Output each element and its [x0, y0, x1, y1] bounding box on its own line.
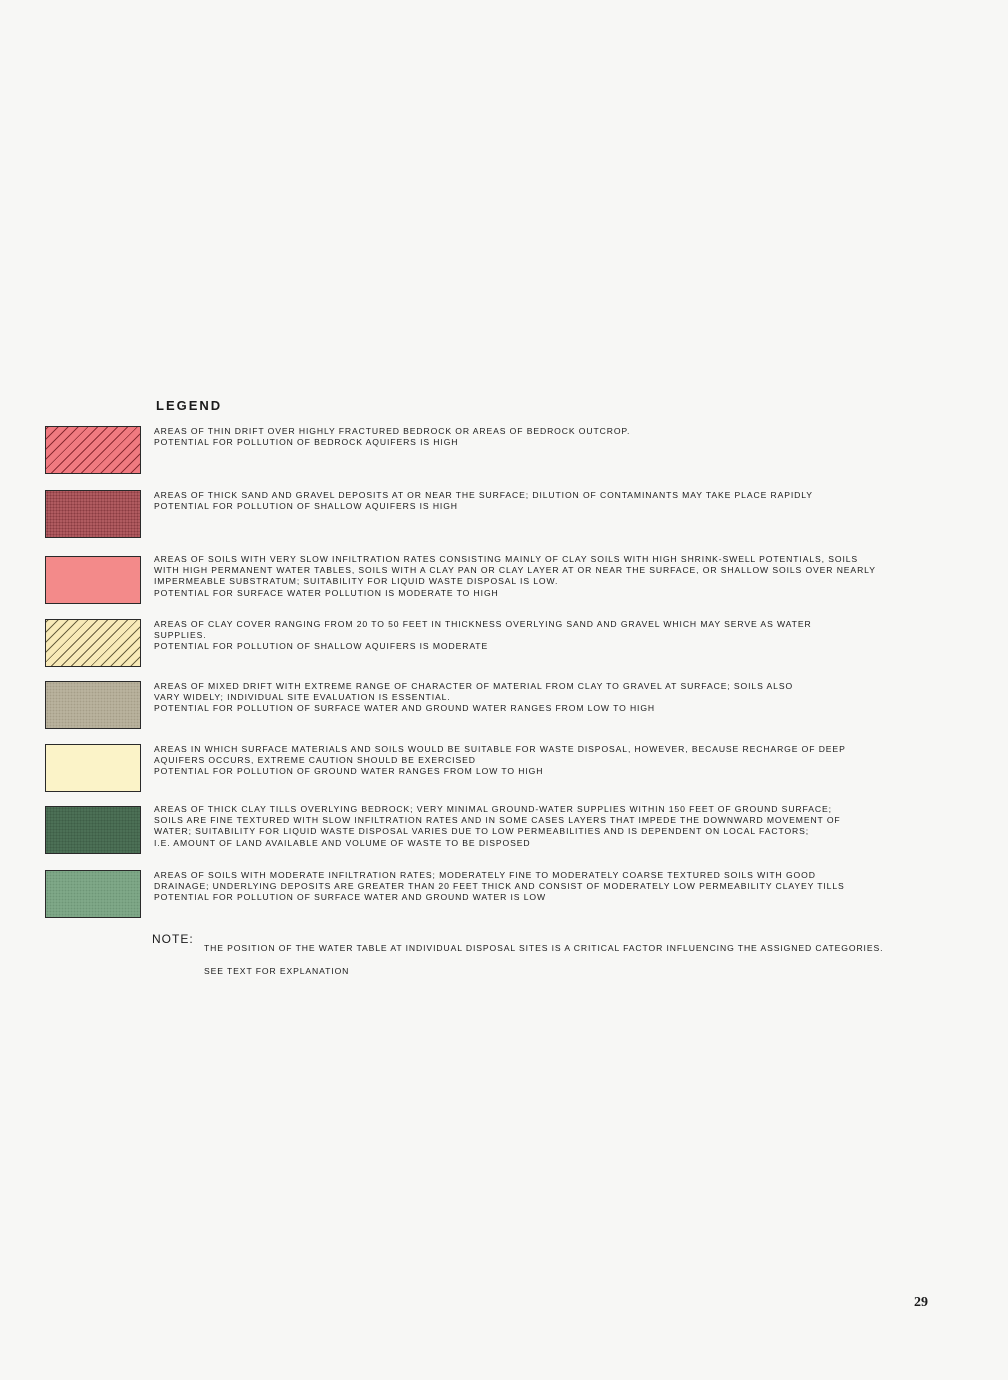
legend-line: POTENTIAL FOR SURFACE WATER POLLUTION IS MODERATE TO HIGH [154, 587, 499, 598]
legend-line: SUPPLIES. [154, 630, 207, 641]
legend-swatch-solid-cream [45, 744, 141, 792]
legend-line: AQUIFERS OCCURS, EXTREME CAUTION SHOULD BE EXERCISED [154, 755, 476, 766]
note-label: NOTE: [152, 932, 194, 946]
legend-line: AREAS OF THICK CLAY TILLS OVERLYING BEDROCK; VERY MINIMAL GROUND-WATER SUPPLIES WITHIN 150 FEET OF GROUND SURFACE; [154, 804, 832, 814]
legend-line: AREAS OF MIXED DRIFT WITH EXTREME RANGE OF CHARACTER OF MATERIAL FROM CLAY TO GRAVEL AT SURFACE; SOILS ALSO [154, 681, 794, 691]
legend-swatch-solid-pink [45, 556, 141, 604]
legend-line: AREAS OF THIN DRIFT OVER HIGHLY FRACTURED BEDROCK OR AREAS OF BEDROCK OUTCROP. [154, 426, 631, 436]
note-line: THE POSITION OF THE WATER TABLE AT INDIVIDUAL DISPOSAL SITES IS A CRITICAL FACTOR INFLUENCING THE ASSIGNED CATEGORIES. [204, 943, 884, 954]
legend-line: POTENTIAL FOR POLLUTION OF SURFACE WATER AND GROUND WATER RANGES FROM LOW TO HIGH [154, 703, 656, 714]
note-line: SEE TEXT FOR EXPLANATION [204, 965, 350, 976]
legend-line: SOILS ARE FINE TEXTURED WITH SLOW INFILTRATION RATES AND IN SOME CASES LAYERS THAT IMPEDE THE DOWNWARD MOVEMENT OF [154, 815, 841, 826]
legend-line: VARY WIDELY; INDIVIDUAL SITE EVALUATION IS ESSENTIAL. [154, 692, 451, 703]
legend-swatch-hatched-red [45, 426, 141, 474]
legend-line: AREAS OF THICK SAND AND GRAVEL DEPOSITS AT OR NEAR THE SURFACE; DILUTION OF CONTAMINANTS MAY TAKE PLACE RAPIDLY [154, 490, 813, 500]
legend-description [154, 681, 954, 715]
legend-description [154, 554, 954, 599]
legend-description [154, 804, 954, 849]
legend-description [154, 619, 954, 653]
legend-description [154, 870, 954, 904]
note-text [204, 932, 964, 988]
legend-description [154, 426, 954, 448]
legend-swatch-stippled-dark-red [45, 490, 141, 538]
legend-line: WATER; SUITABILITY FOR LIQUID WASTE DISPOSAL VARIES DUE TO LOW PERMEABILITIES AND IS DEPENDENT ON LOCAL FACTORS; [154, 826, 810, 837]
legend-description [154, 490, 954, 512]
legend-line: IMPERMEABLE SUBSTRATUM; SUITABILITY FOR LIQUID WASTE DISPOSAL IS LOW. [154, 576, 559, 587]
legend-line: POTENTIAL FOR POLLUTION OF SURFACE WATER AND GROUND WATER IS LOW [154, 892, 546, 903]
legend-line: AREAS OF SOILS WITH VERY SLOW INFILTRATION RATES CONSISTING MAINLY OF CLAY SOILS WITH HIGH SHRINK-SWELL POTENTIALS, SOILS [154, 554, 859, 564]
legend-swatch-stippled-gray [45, 681, 141, 729]
legend-line: POTENTIAL FOR POLLUTION OF SHALLOW AQUIFERS IS MODERATE [154, 641, 489, 652]
legend-description [154, 744, 954, 778]
page-number: 29 [914, 1295, 928, 1310]
legend-title: LEGEND [156, 398, 223, 413]
legend-line: AREAS IN WHICH SURFACE MATERIALS AND SOILS WOULD BE SUITABLE FOR WASTE DISPOSAL, HOWEVER, BECAUSE RECHARGE OF DEEP [154, 744, 846, 754]
legend-swatch-stippled-green [45, 870, 141, 918]
legend-line: POTENTIAL FOR POLLUTION OF GROUND WATER RANGES FROM LOW TO HIGH [154, 766, 544, 777]
legend-line: I.E. AMOUNT OF LAND AVAILABLE AND VOLUME OF WASTE TO BE DISPOSED [154, 837, 531, 848]
legend-line: WITH HIGH PERMANENT WATER TABLES, SOILS WITH A CLAY PAN OR CLAY LAYER AT OR NEAR THE SURFACE, OR SHALLOW SOILS OVER NEARLY [154, 565, 876, 576]
legend-line: AREAS OF CLAY COVER RANGING FROM 20 TO 50 FEET IN THICKNESS OVERLYING SAND AND GRAVEL WHICH MAY SERVE AS WATER [154, 619, 812, 629]
legend-swatch-hatched-yellow [45, 619, 141, 667]
legend-line: AREAS OF SOILS WITH MODERATE INFILTRATION RATES; MODERATELY FINE TO MODERATELY COARSE TEXTURED SOILS WITH GOOD [154, 870, 816, 880]
legend-line: DRAINAGE; UNDERLYING DEPOSITS ARE GREATER THAN 20 FEET THICK AND CONSIST OF MODERATELY LOW PERMEABILITY CLAYEY TILLS [154, 881, 845, 892]
legend-line: POTENTIAL FOR POLLUTION OF SHALLOW AQUIFERS IS HIGH [154, 501, 458, 512]
legend-line: POTENTIAL FOR POLLUTION OF BEDROCK AQUIFERS IS HIGH [154, 437, 459, 448]
legend-swatch-stippled-dark-green [45, 806, 141, 854]
